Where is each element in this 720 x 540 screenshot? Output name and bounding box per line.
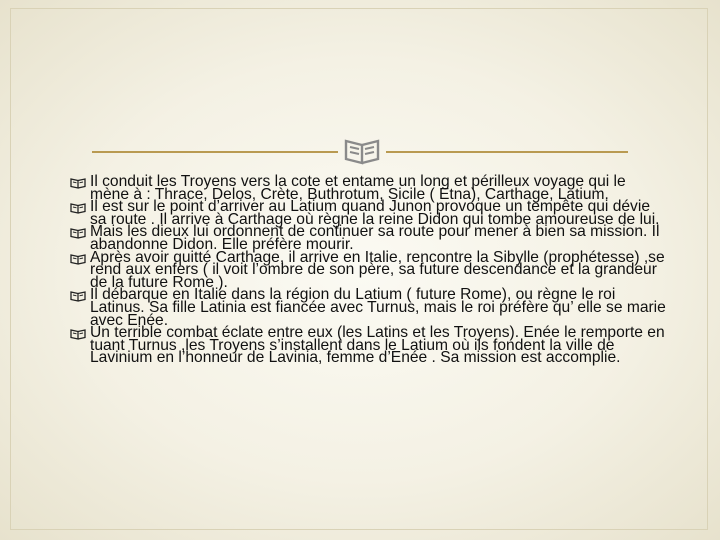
list-item-text: Il conduit les Troyens vers la cote et entame un long et périlleux voyage qui le mène à : Thrace, Delos, Crète, Buthrotum, Sicile ( Etna), Carthage, Latium. [90, 173, 626, 203]
list-item-text: Après avoir quitté Carthage, il arrive en Italie, rencontre la Sibylle (prophétesse) ,se rend aux enfers ( il voit l’ombre de son père, sa future descendance et la grandeur de la future Rome ). [90, 248, 665, 291]
list-item [70, 248, 668, 291]
title-rule-left [92, 151, 338, 153]
list-item-text: Un terrible combat éclate entre eux (les Latins et les Troyens). Enée le remporte en tuant Turnus ,les Troyens s’installent dans le Latium où ils fondent la ville de Lavinium en l’honneur de Lavinia, femme d’Enée . Sa mission est accomplie. [90, 324, 665, 367]
list-item-text: Il débarque en Italie dans la région du Latium ( future Rome), ou règne le roi Latinus. Sa fille Latinia est fiancée avec Turnus, mais le roi préfère qu’ elle se marie avec Enée. [90, 286, 666, 329]
list-item-text: Il est sur le point d’arriver au Latium quand Junon provoque un tempête qui dévie sa route . Il arrive à Carthage où règne la reine Didon qui tombe amoureuse de lui. [90, 198, 660, 228]
book-bullet-icon [70, 328, 86, 340]
book-bullet-icon [70, 227, 86, 239]
list-item [70, 286, 668, 329]
title-rule-right [386, 151, 628, 153]
book-ornament-icon [342, 136, 382, 166]
book-bullet-icon [70, 253, 86, 265]
book-bullet-icon [70, 290, 86, 302]
book-bullet-icon [70, 177, 86, 189]
book-bullet-icon [70, 202, 86, 214]
list-item-text: Mais les dieux lui ordonnent de continuer sa route pour mener à bien sa mission. Il abandonne Didon. Elle préfère mourir. [90, 223, 660, 253]
bullet-list [70, 173, 668, 367]
list-item [70, 324, 668, 367]
list-item [70, 223, 668, 253]
